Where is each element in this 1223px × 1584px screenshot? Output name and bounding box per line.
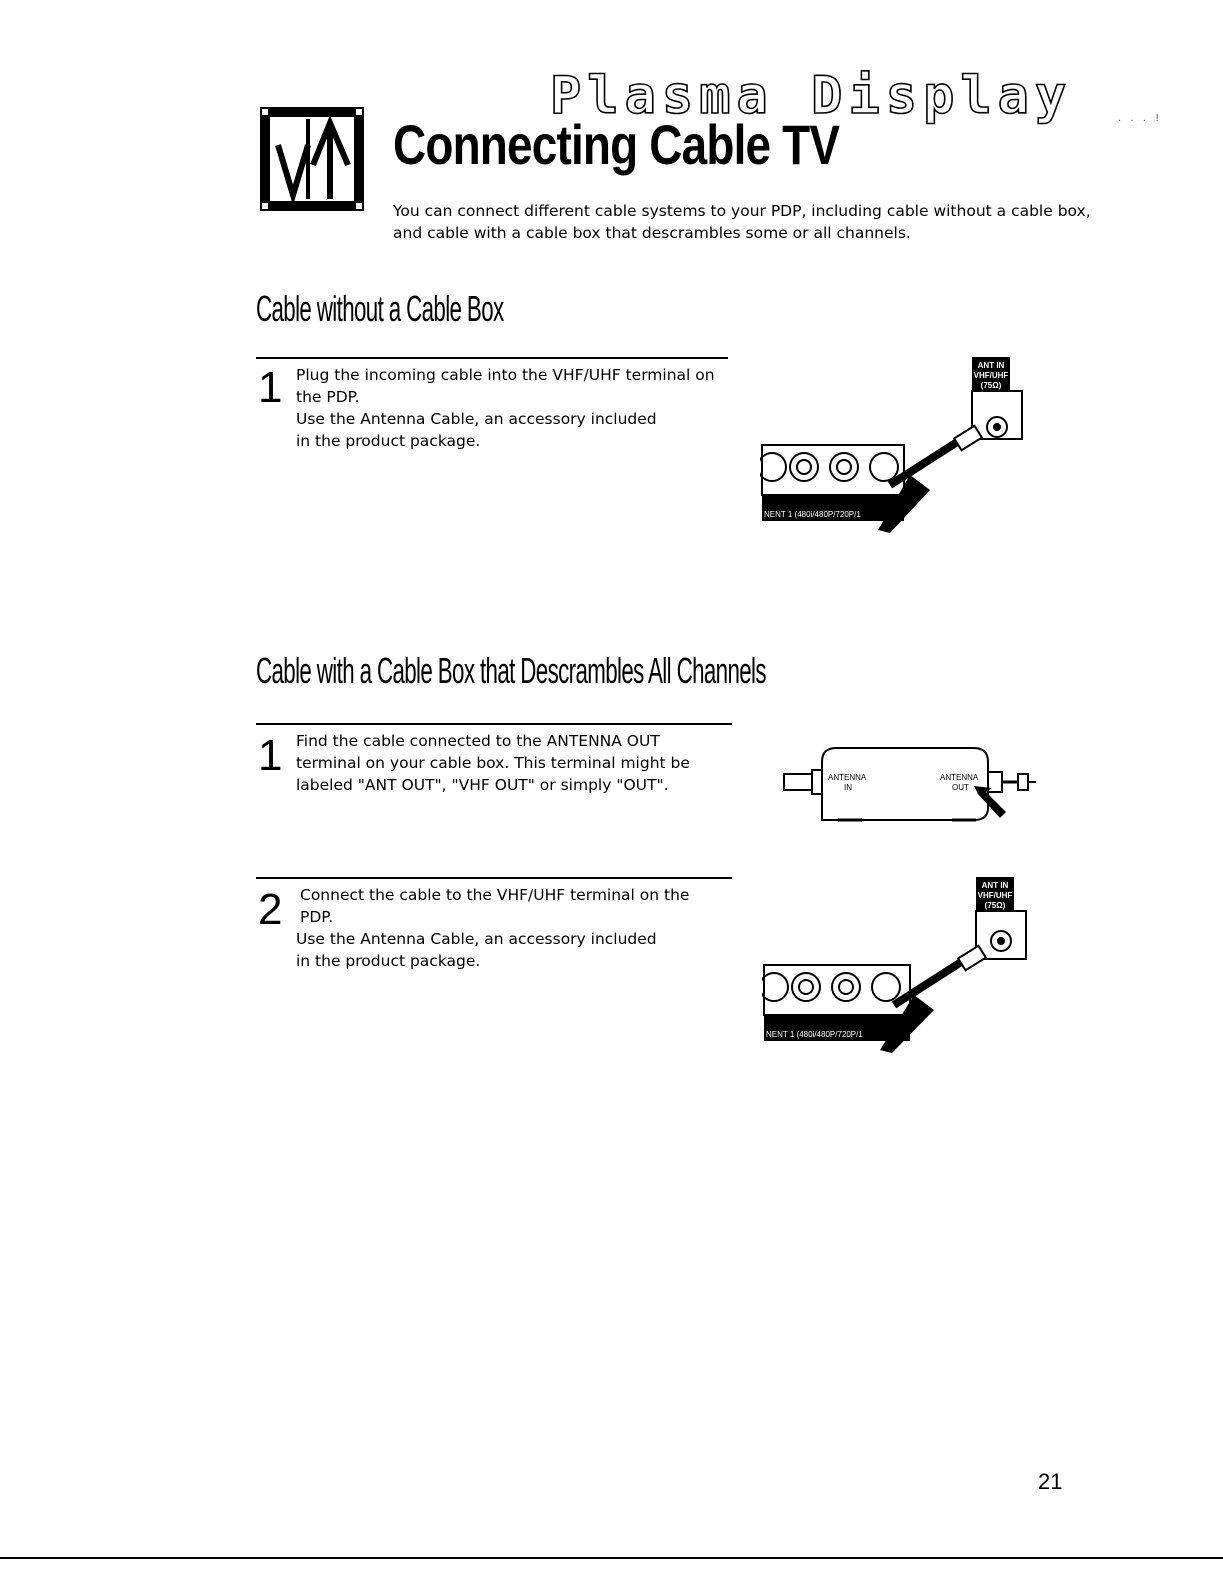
cable-box-diagram: [782, 742, 1044, 832]
vhf-uhf-label: VHF/UHF: [977, 891, 1013, 900]
step-text-line: Use the Antenna Cable, an accessory included: [296, 930, 657, 948]
intro-paragraph: You can connect different cable systems to your PDP, including cable without a cable box, and cable with a cable box that descrambles some or all channels.: [393, 202, 1091, 242]
step-text-line: terminal on your cable box. This terminal might be: [296, 754, 690, 772]
pdp-antenna-diagram: [760, 355, 1040, 535]
page-number: 21: [1038, 1469, 1063, 1494]
ant-in-label: ANT IN: [977, 361, 1005, 370]
step-divider: [256, 357, 728, 359]
step-text-line: the PDP.: [296, 388, 360, 406]
step-number: 1: [258, 363, 283, 412]
section-heading: Cable with a Cable Box that Descrambles All Channels: [256, 650, 766, 691]
antenna-in-sublabel: IN: [844, 783, 852, 792]
antenna-out-sublabel: OUT: [952, 783, 969, 792]
ant-in-label: ANT IN: [981, 881, 1009, 890]
component-port-label: NENT 1 (480i/480P/720P/1: [764, 510, 861, 519]
step-text-line: labeled "ANT OUT", "VHF OUT" or simply "OUT".: [296, 776, 669, 794]
antenna-in-label: ANTENNA: [828, 773, 867, 782]
impedance-label: (75Ω): [984, 901, 1006, 910]
page-title: Connecting Cable TV: [393, 113, 840, 176]
step-text: [296, 730, 690, 796]
step-text-line: Plug the incoming cable into the VHF/UHF terminal on: [296, 366, 715, 384]
step-divider: [256, 877, 732, 879]
step-divider: [256, 723, 732, 725]
step-text-line: PDP.: [300, 908, 334, 926]
brand-logo-text: Plasma Display: [550, 66, 1073, 126]
step-text-line: Find the cable connected to the ANTENNA OUT: [296, 732, 660, 750]
step-text-line: in the product package.: [296, 952, 481, 970]
step-text: [296, 364, 715, 452]
scan-marks: . . . !: [1118, 113, 1163, 124]
step-number: 1: [258, 731, 283, 780]
step-text: [296, 884, 690, 972]
section-heading: Cable without a Cable Box: [256, 288, 504, 329]
antenna-out-label: ANTENNA: [940, 773, 979, 782]
vhf-uhf-label: VHF/UHF: [973, 371, 1009, 380]
step-text-line: Use the Antenna Cable, an accessory included: [296, 410, 657, 428]
impedance-label: (75Ω): [980, 381, 1002, 390]
page-bottom-edge: [0, 1557, 1223, 1559]
cable-connect-icon: [258, 105, 366, 213]
step-text-line: in the product package.: [296, 432, 481, 450]
audio-port-label: -AUDIO: [816, 497, 848, 507]
step-number: 2: [258, 885, 283, 934]
audio-port-label: -AUDIO: [818, 1017, 850, 1027]
pdp-antenna-diagram: [762, 875, 1042, 1055]
component-port-label: NENT 1 (480i/480P/720P/1: [766, 1030, 863, 1039]
step-text-line: Connect the cable to the VHF/UHF terminal on the: [300, 886, 690, 904]
